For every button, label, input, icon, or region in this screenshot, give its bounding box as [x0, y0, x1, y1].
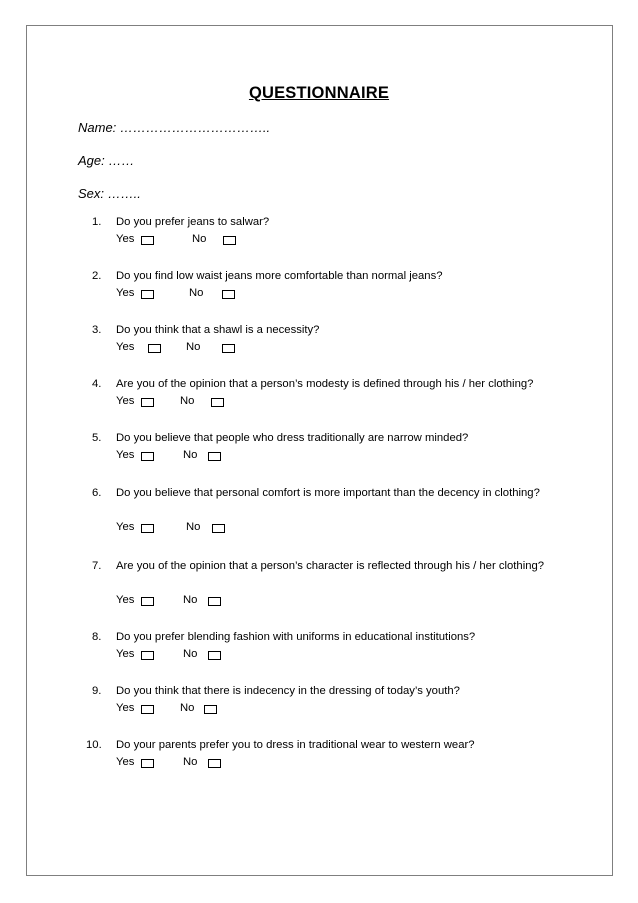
- question-number: 2.: [92, 270, 102, 282]
- question-text: Do you prefer blending fashion with uniforms in educational institutions?: [116, 631, 476, 643]
- question-text: Do you think that a shawl is a necessity?: [116, 324, 320, 336]
- yes-checkbox[interactable]: [141, 759, 154, 768]
- yes-checkbox[interactable]: [141, 597, 154, 606]
- page-title: QUESTIONNAIRE: [248, 84, 390, 102]
- question-1: [92, 214, 562, 232]
- no-label: No: [183, 648, 198, 660]
- no-checkbox[interactable]: [208, 597, 221, 606]
- yes-checkbox[interactable]: [141, 452, 154, 461]
- question-6: [92, 485, 562, 503]
- no-label: No: [189, 287, 204, 299]
- question-number: 4.: [92, 378, 102, 390]
- no-label: No: [180, 395, 195, 407]
- question-3: [92, 322, 562, 340]
- yes-checkbox[interactable]: [148, 344, 161, 353]
- no-label: No: [192, 233, 207, 245]
- question-8: [92, 629, 562, 647]
- question-number: 3.: [92, 324, 102, 336]
- yes-checkbox[interactable]: [141, 290, 154, 299]
- question-text: Are you of the opinion that a person’s modesty is defined through his / her clothing?: [116, 378, 534, 390]
- sex-field[interactable]: Sex: ……..: [78, 186, 141, 201]
- yes-checkbox[interactable]: [141, 236, 154, 245]
- yes-label: Yes: [116, 648, 135, 660]
- question-text: Do you prefer jeans to salwar?: [116, 216, 270, 228]
- question-number: 9.: [92, 685, 102, 697]
- question-text: Do you find low waist jeans more comfortable than normal jeans?: [116, 270, 443, 282]
- no-checkbox[interactable]: [211, 398, 224, 407]
- no-checkbox[interactable]: [208, 452, 221, 461]
- no-checkbox[interactable]: [208, 759, 221, 768]
- no-checkbox[interactable]: [222, 344, 235, 353]
- yes-checkbox[interactable]: [141, 651, 154, 660]
- question-text: Are you of the opinion that a person’s character is reflected through his / her clothing?: [116, 560, 545, 572]
- no-label: No: [186, 521, 201, 533]
- question-number: 5.: [92, 432, 102, 444]
- question-7: [92, 558, 562, 576]
- yes-checkbox[interactable]: [141, 398, 154, 407]
- question-text: Do you believe that personal comfort is more important than the decency in clothing?: [116, 487, 540, 499]
- no-label: No: [180, 702, 195, 714]
- name-field[interactable]: Name: ……………………………..: [78, 120, 271, 135]
- no-label: No: [183, 594, 198, 606]
- question-text: Do you think that there is indecency in the dressing of today’s youth?: [116, 685, 460, 697]
- yes-label: Yes: [116, 341, 135, 353]
- yes-label: Yes: [116, 702, 135, 714]
- yes-label: Yes: [116, 233, 135, 245]
- yes-label: Yes: [116, 287, 135, 299]
- yes-label: Yes: [116, 756, 135, 768]
- question-5: [92, 430, 562, 448]
- no-checkbox[interactable]: [223, 236, 236, 245]
- age-field[interactable]: Age: ……: [78, 153, 135, 168]
- question-10: [86, 737, 562, 755]
- question-number: 8.: [92, 631, 102, 643]
- question-2: [92, 268, 562, 286]
- no-label: No: [183, 756, 198, 768]
- question-text: Do you believe that people who dress traditionally are narrow minded?: [116, 432, 469, 444]
- no-label: No: [183, 449, 198, 461]
- question-4: [92, 376, 562, 394]
- question-number: 10.: [86, 739, 102, 751]
- no-label: No: [186, 341, 201, 353]
- yes-label: Yes: [116, 521, 135, 533]
- question-number: 7.: [92, 560, 102, 572]
- yes-label: Yes: [116, 395, 135, 407]
- yes-checkbox[interactable]: [141, 705, 154, 714]
- no-checkbox[interactable]: [204, 705, 217, 714]
- no-checkbox[interactable]: [222, 290, 235, 299]
- no-checkbox[interactable]: [212, 524, 225, 533]
- no-checkbox[interactable]: [208, 651, 221, 660]
- question-number: 1.: [92, 216, 102, 228]
- question-number: 6.: [92, 487, 102, 499]
- question-9: [92, 683, 562, 701]
- question-text: Do your parents prefer you to dress in traditional wear to western wear?: [116, 739, 475, 751]
- yes-checkbox[interactable]: [141, 524, 154, 533]
- yes-label: Yes: [116, 594, 135, 606]
- yes-label: Yes: [116, 449, 135, 461]
